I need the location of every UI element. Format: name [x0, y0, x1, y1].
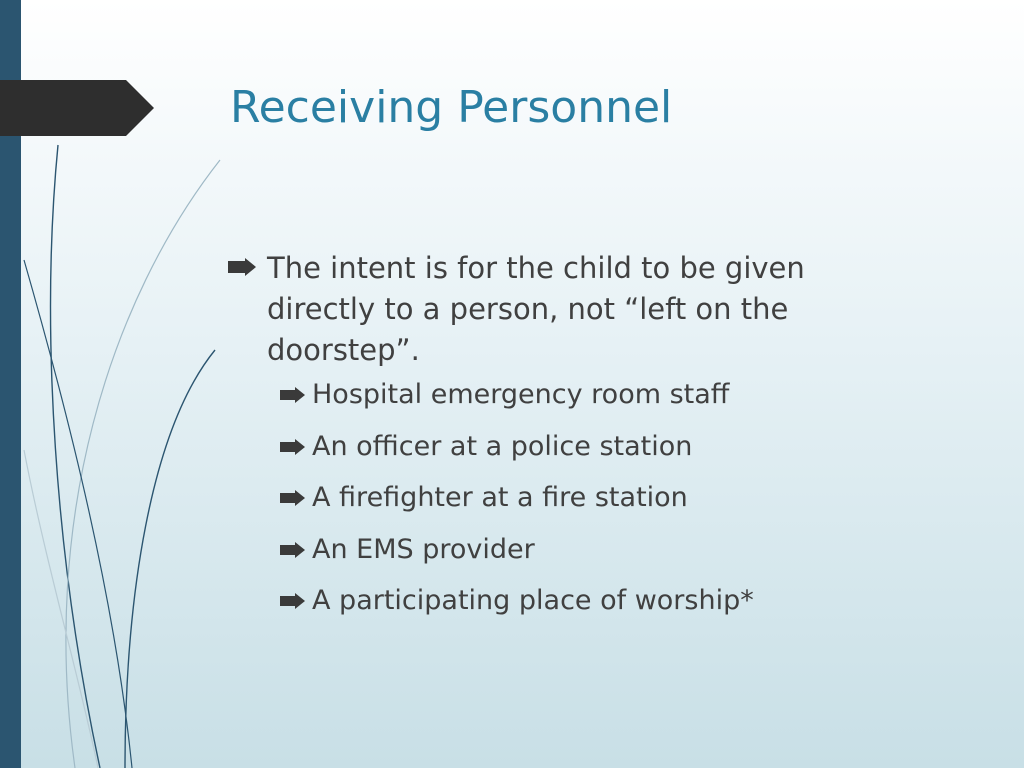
- list-item: [228, 532, 888, 568]
- list-item-text: A participating place of worship*: [312, 585, 754, 616]
- arrow-right-icon: [280, 439, 305, 455]
- arrow-right-icon: [280, 387, 305, 403]
- list-item-text: An officer at a police station: [312, 430, 693, 462]
- title-arrow-shape: [0, 80, 154, 136]
- arrow-right-icon: [280, 593, 305, 609]
- list-item: [228, 377, 888, 413]
- main-bullet-text: The intent is for the child to be given directly to a person, not “left on the doorstep”.: [267, 251, 805, 367]
- arrow-right-icon: [280, 490, 305, 506]
- slide-title: Receiving Personnel: [230, 82, 673, 133]
- list-item: [228, 583, 888, 619]
- slide-content: [228, 248, 888, 635]
- main-bullet: [228, 248, 888, 371]
- list-item-text: A firefighter at a fire station: [312, 482, 688, 513]
- list-item: [228, 429, 888, 465]
- arrow-right-icon: [280, 542, 305, 558]
- list-item-text: Hospital emergency room staff: [312, 379, 730, 410]
- list-item-text: An EMS provider: [312, 533, 535, 565]
- arrow-right-icon: [228, 258, 256, 276]
- list-item: [228, 480, 888, 516]
